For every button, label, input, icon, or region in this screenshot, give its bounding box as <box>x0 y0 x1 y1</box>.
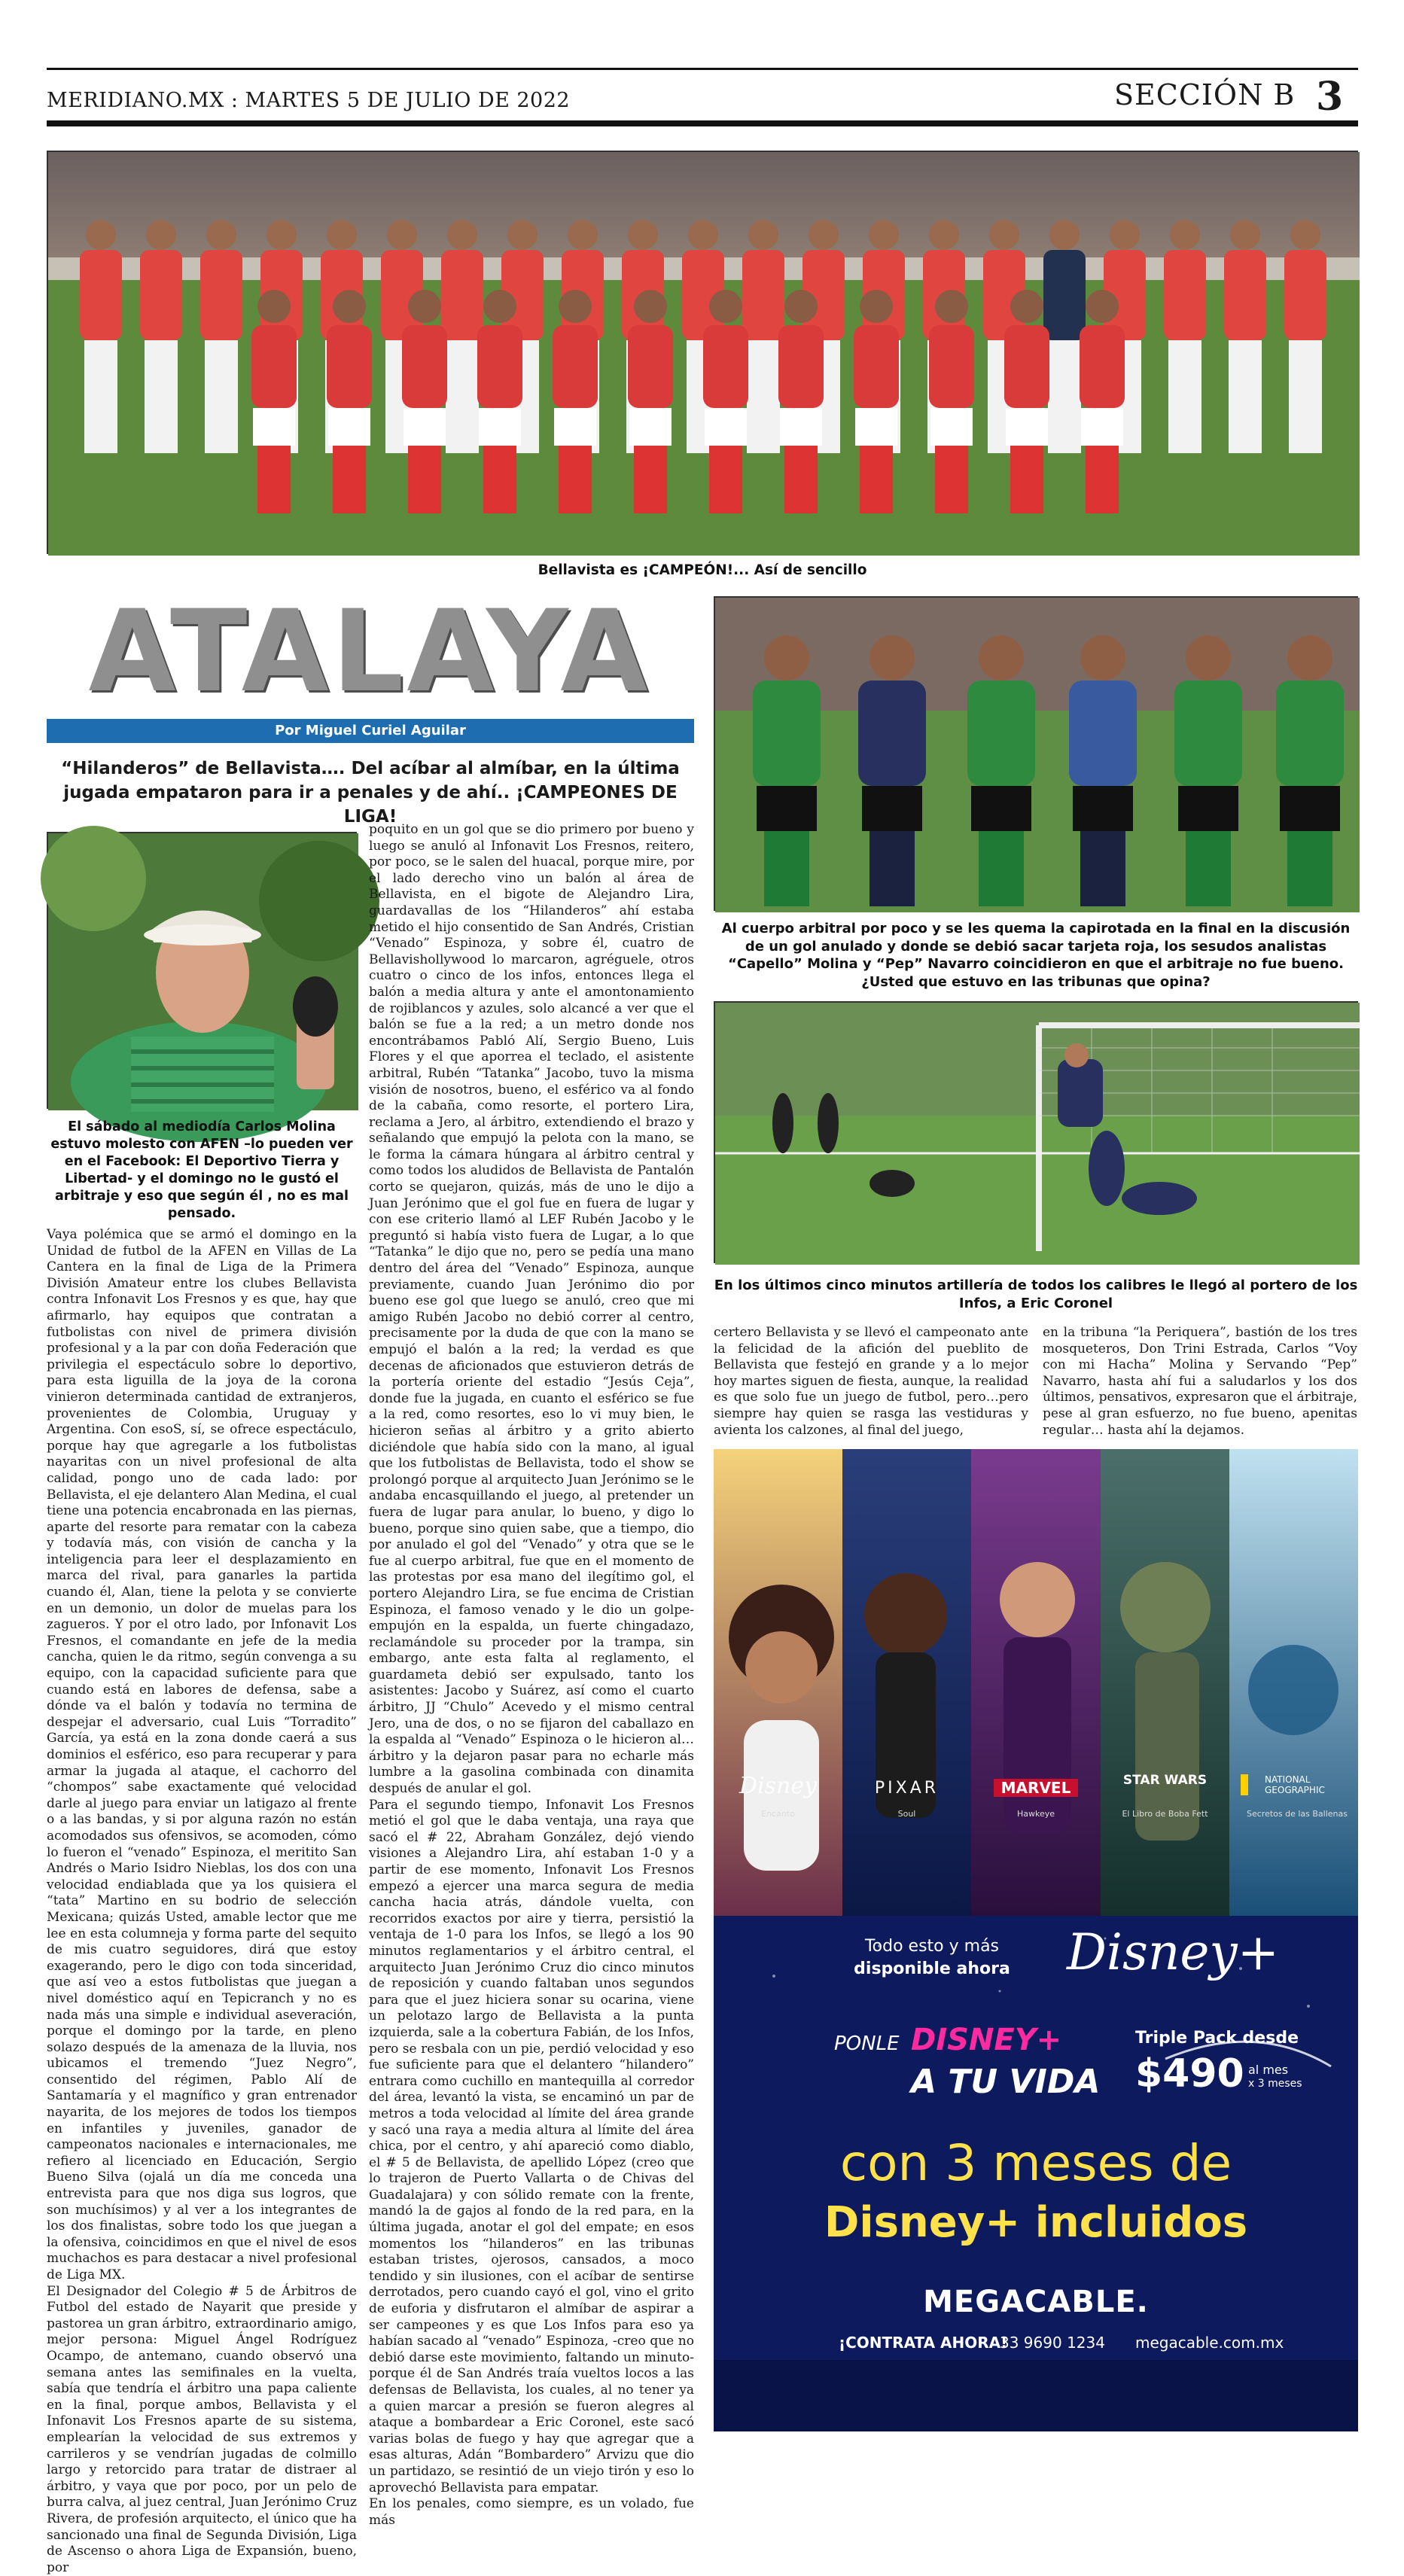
ad-megacable-logo: MEGACABLE. <box>923 2285 1149 2319</box>
ad-brand-marvel: MARVEL <box>994 1779 1078 1797</box>
article-column-4 <box>1043 1325 1357 1438</box>
article-column-2 <box>369 822 694 2528</box>
article-text-col4: en la tribuna “la Periquera”, bastión de los tres mosqueteros, Don Trini Estrada, Carlos “Voy con mi Hacha” Molina y Servando “Pep” Navarro, hasta ahí fui a saludarlos y los dos últimos, pensativos, expresaron que el árbitraje, pese al gran esfuerzo, no fue bueno, apenitas regular… hasta ahí la dejamos. <box>1043 1325 1357 1438</box>
ad-contrata: ¡CONTRATA AHORA! <box>839 2334 1008 2352</box>
ad-brand-natgeo: NATIONAL GEOGRAPHIC <box>1241 1774 1370 1795</box>
ad-price: $490 <box>1135 2051 1244 2096</box>
team-photo-caption: Bellavista es ¡CAMPEÓN!... Así de sencillo <box>538 562 867 578</box>
ad-brand-pixar: PIXAR <box>874 1779 940 1798</box>
header-date: MERIDIANO.MX : MARTES 5 DE JULIO DE 2022 <box>47 89 571 112</box>
header-rule-bottom <box>47 120 1358 126</box>
ad-tagline-2: disponible ahora <box>854 1959 1010 1978</box>
ad-a-tu-vida: A TU VIDA <box>911 2063 1101 2101</box>
ad-title-soul: Soul <box>897 1809 916 1819</box>
ad-title-hawkeye: Hawkeye <box>1016 1809 1055 1819</box>
ad-ponle: PONLE <box>834 2032 900 2055</box>
ad-price-suffix-2: x 3 meses <box>1248 2078 1302 2090</box>
article-column-1 <box>47 1227 357 2575</box>
ad-title-bobafett: El Libro de Boba Fett <box>1122 1809 1208 1819</box>
ad-phone[interactable]: 33 9690 1234 <box>1000 2334 1105 2352</box>
article-headline: “Hilanderos” de Bellavista…. Del acíbar al almíbar, en la última jugada empataron para ir a penales y de ahí.. ¡CAMPEONES DE LIGA! <box>61 759 680 827</box>
ad-incluidos: Disney+ incluidos <box>824 2198 1248 2247</box>
play-photo <box>714 1001 1358 1263</box>
ad-url[interactable]: megacable.com.mx <box>1135 2334 1284 2352</box>
referees-photo <box>714 596 1358 911</box>
molina-photo-caption: El sábado al mediodía Carlos Molina estuvo molesto con AFEN –lo pueden ver en el Facebook: El Deportivo Tierra y Libertad- y el domingo no le gustó el arbitraje y eso que según él , no es mal pensado. <box>50 1119 353 1221</box>
header-rule-top <box>47 68 1358 70</box>
byline: Por Miguel Curiel Aguilar <box>47 719 694 743</box>
article-column-3 <box>714 1325 1028 1438</box>
team-photo <box>47 151 1358 554</box>
referees-photo-caption: Al cuerpo arbitral por poco y se les quema la capirotada en la final en la discusión de un gol anulado y donde se debió sacar tarjeta roja, los sesudos analistas “Capello” Molina y “Pep” Navarro coincidieron en que el arbitraje no fue bueno. ¿Usted que estuvo en las tribunas que opina? <box>721 921 1351 990</box>
ad-tagline-1: Todo esto y más <box>864 1937 1000 1956</box>
article-text-col2: poquito en un gol que se dio primero por bueno y luego se anuló al Infonavit Los Fresnos, reitero, por poco, se le salen del huacal, porque mire, por el lado derecho vino un balón al área de Bellavista, en el bigote de Alejandro Lira, guardavallas de los “Hilanderos” ahí estaba metido el hijo consentido de San Andrés, Cristian “Venado” Espinoza, y sobre él, cuatro de Bellavishollywood lo marcaron, agréguele, otros cuatro o cinco de los infos, entonces llega el balón a media altura y ante el amontonamiento de rojiblancos y azules, solo alcancé a ver que el balón se fue a la red; a un metro donde nos encontrábamos Pabló Alí, Sergio Bueno, Luis Flores y el que aporrea el teclado, el asistente arbitral, Rubén “Tatanka” Jacobo, tuvo la misma visión de nosotros, bueno, el esférico va al fondo de la cabaña, como resorte, el portero Lira, reclama a Jero, al árbitro, extendiendo el brazo y señalando que empujó la pelota con la mano, se le forma la cámara húngara al árbitro central y como todos los aludidos de Bellavista de Pantalón corto se quejaron, quizás, más de uno le dijo a Juan Jerónimo que el gol fue en fuera de lugar y con ese criterio llamó al LEF Rubén Jacobo y le preguntó si había visto fuera de Lugar, a lo que “Tatanka” le dijo que no, pero se pedía una mano dentro del área del “Venado” Espinoza, aunque previamente, cuando Juan Jerónimo dio por bueno ese gol que luego se anuló, creo que mi amigo Rubén Jacobo no debió correr al centro, precisamente por la duda de que con la mano se empujó el balón a la red; la verdad es que decenas de aficionados que estuvieron detrás de la portería oriente del estadio “Jesús Ceja”, donde fue la jugada, en cuanto el esférico se fue a la red, como resortes, eso lo vi muy bien, le hicieron señas al árbitro y a grito abierto diciéndole que había sido con la mano, al igual que los futbolistas de Bellavista, todo el show se prolongó porque al arquitecto Juan Jerónimo se le andaba encasquillando el juego, al pretender un fuera de lugar para anular, lo bueno, y digo lo bueno, porque sino quien sabe, que a tiempo, dio por anulado el gol del “Venado” y otra que se le fue al cuerpo arbitral, fue que en el momento de las protestas por esa mano del ilegítimo gol, el portero Alejandro Lira, se fue encima de Cristian Espinoza, el famoso venado y le dio un golpe-empujón en la espalda, un fuerte chingadazo, reclamándole su proceder por la trampa, sin embargo, ante esta falta al reglamento, el guardameta debió ser expulsado, tanto los asistentes: Jacobo y Suárez, así como el cuarto árbitro, JJ “Chulo” Acevedo y el mismo central Jero, una de dos, o no se fijaron del caballazo en la espalda al “Venado” Espinoza o le hicieron al…árbitro y la dejaron pasar para no echarle más lumbre a la gasolina combinada con dinamita después de anular el gol. Para el segundo tiempo, Infonavit Los Fresnos metió el gol que le daba ventaja, una raya que sacó el # 22, Abraham González, dejó viendo visiones a Alejandro Lira, ahí estaban 1-0 y a partir de ese momento, Infonavit Los Fresnos empezó a ejercer una marca segura de media cancha hacia atrás, dándole vuelta, con recorridos exactos por aire y tierra, persistió la ventaja de 1-0 para los Infos, se llegó a los 90 minutos reglamentarios y el árbitro central, el arquitecto Juan Jerónimo Cruz dio cinco minutos de reposición y cuando faltaban unos segundos para que el juez hiciera sonar su ocarina, viene un pelotazo largo de Bellavista a la punta izquierda, sale a la cobertura Fabián, de los Infos, pero se resbala con un pie, perdió velocidad y eso fue suficiente para que el delantero “hilandero” entrara como cuchillo en mantequilla al corredor del área, levantó la vista, se encaminó un par de metros a toda velocidad al límite del área grande y sacó una raya a media altura al límite del área chica, por el centro, y ahí apareció como diablo, el # 5 de Bellavista, de apellido López (creo que lo trajeron de Puerto Vallarta o de Chivas del Guadalajara) y con sólido remate con la frente, mandó la de gajos al fondo de la red para, en la última jugada, anotar el gol del empate; en esos momentos los “hilanderos” en las tribunas estaban tristes, ojerosos, cansados, a moco tendido y sin ilusiones, con el acíbar de sentirse derrotados, pero cuando cayó el gol, vino el grito de euforia y disfrutaron el almíbar de aspirar a ser campeones y es que Los Infos para eso ya habían sacado al “venado” Espinoza, -creo que no debió darse este movimiento, faltando un minuto- porque él de San Andrés traía vueltos locos a las defensas de Bellavista, los cuales, al no tener ya a quien marcar a presión se fueron alegres al ataque a bombardear a Eric Coronel, este sacó varias bolas de fuego y hay que agregar que a esas alturas, Adán “Bombardero” Arvizu que dio un partidazo, se resintió de un viejo tirón y eso lo aprovechó Bellavista para empatar. En los penales, como siempre, es un volado, fue más <box>369 822 694 2528</box>
team-photo-illustration <box>48 152 1360 556</box>
ad-ponle-brand: DISNEY+ <box>911 2023 1062 2057</box>
ad-title-ballenas: Secretos de las Ballenas <box>1247 1809 1348 1819</box>
ad-triple-pack: Triple Pack desde <box>1135 2029 1299 2048</box>
header-section: SECCIÓN B <box>1114 78 1296 111</box>
molina-photo <box>47 832 357 1109</box>
ad-title-encanto: Encanto <box>761 1809 795 1819</box>
ad-brand-starwars: STAR WARS <box>1122 1773 1208 1788</box>
megacable-disney-ad[interactable] <box>714 1449 1358 2431</box>
header-page-number: 3 <box>1316 74 1344 120</box>
ad-brand-disney: Disney <box>739 1773 818 1799</box>
ad-price-suffix-1: al mes <box>1248 2063 1289 2077</box>
article-text-col3: certero Bellavista y se llevó el campeonato ante la felicidad de la afición del pueblito de Bellavista que festejó en grande y a lo mejor hoy martes siguen de fiesta, aunque, la realidad es que solo fue un juego de futbol, pero…pero siempre hay quien se rasga las vestiduras y avienta los calzones, al final del juego, <box>714 1325 1028 1438</box>
column-title: ATALAYA <box>88 586 651 717</box>
ad-con-3-meses: con 3 meses de <box>839 2134 1232 2192</box>
ad-disney-plus-logo: Disney+ <box>1066 1923 1280 1981</box>
play-photo-caption: En los últimos cinco minutos artillería de todos los calibres le llegó al portero de los Infos, a Eric Coronel <box>714 1277 1358 1311</box>
article-text-col1: Vaya polémica que se armó el domingo en la Unidad de futbol de la AFEN en Villas de La Cantera en la final de Liga de la Primera División Amateur entre los clubes Bellavista contra Infonavit Los Fresnos y es que, hay que afirmarlo, hay equipos que contratan a futbolistas con nivel de primera división profesional y a la par con doña Federación que privilegia el espectáculo sobre lo deportivo, para esta liguilla de la joya de la corona vinieron determinada cantidad de extranjeros, provenientes de Colombia, Uruguay y Argentina. Con esoS, sí, se ofrece espectáculo, porque hay que agregarle a los futbolistas nayaritas con un nivel profesional de alta calidad, pongo uno de cada lado: por Bellavista, el eje delantero Alan Medina, el cual tiene una potencia encabronada en las piernas, aparte del resorte para rematar con la cabeza y todavía más, con visión de cancha y la inteligencia para leer el desplazamiento en marca del rival, para ganarles la partida cuando él, Alan, tiene la pelota y se convierte en un demonio, un dolor de muelas para los zagueros. Y por el otro lado, por Infonavit Los Fresnos, el comandante en jefe de la media cancha, quien le da ritmo, según convenga a su equipo, con la capacidad suficiente para que cuando está en labores de defensa, sabe a dónde va el balón y todavía no termina de despejar el adversario, cual Luis “Torradito” García, ya está en la zona donde caerá a sus dominios el esférico, eso para recuperar y para armar la jugada al ataque, el cachorro del “chompos” sabe exactamente qué velocidad darle al juego para enviar un latigazo al frente o a las bandas, y si por alguna razón no están acomodados sus ofensivos, se acomoden, cómo lo fueron el “venado” Espinoza, el meritito San Andrés o Mario Isidro Nieblas, los dos con una velocidad endiablada que ya los quisiera el “tata” Martino en su bodrio de selección Mexicana; quizás Usted, amable lector que me lee en esta columneja y forma parte del sequito de mis cuatro seguidores, dirá que estoy exagerando, pero le digo con toda sinceridad, que así veo a estos futbolistas que juegan a nivel doméstico aquí en Tepicranch y no es nada más una simple e individual aseveración, porque el domingo por la tarde, en pleno solazo después de la amenaza de la lluvia, nos ubicamos el tremendo “Juez Negro”, consentido del régimen, Pablo Alí de Santamaría y el magnífico y gran entrenador nayarita, de los mejores de todos los tiempos en infantiles y juveniles, ganador de campeonatos nacionales e internacionales, me refiero al licenciado en Educación, Sergio Bueno Silva (ojalá un día me conceda una entrevista para que nos diga sus logros, que son muchísimos) y al ver a los integrantes de los dos finalistas, sobre todo los que juegan a la ofensiva, coincidimos en que el nivel de esos muchachos es para destacar a nivel profesional de Liga MX. El Designador del Colegio # 5 de Árbitros de Futbol del estado de Nayarit que preside y pastorea un gran árbitro, extraordinario amigo, mejor persona: Miguel Ángel Rodríguez Ocampo, de antemano, cuando observó una semana antes las semifinales en la vuelta, sabía que tendría el árbitro una papa caliente en la final, porque ambos, Bellavista y el Infonavit Los Fresnos aparte de su sistema, emplearían la velocidad de sus extremos y carrileros y se vendrían jugadas de colmillo largo y retorcido para tratar de distraer al árbitro, y vaya que por poco, por un pelo de burra calva, al juez central, Juan Jerónimo Cruz Rivera, de profesión arquitecto, el único que ha sancionado una final de Segunda División, Liga de Ascenso o ahora Liga de Expansión, bueno, por <box>47 1227 357 2575</box>
